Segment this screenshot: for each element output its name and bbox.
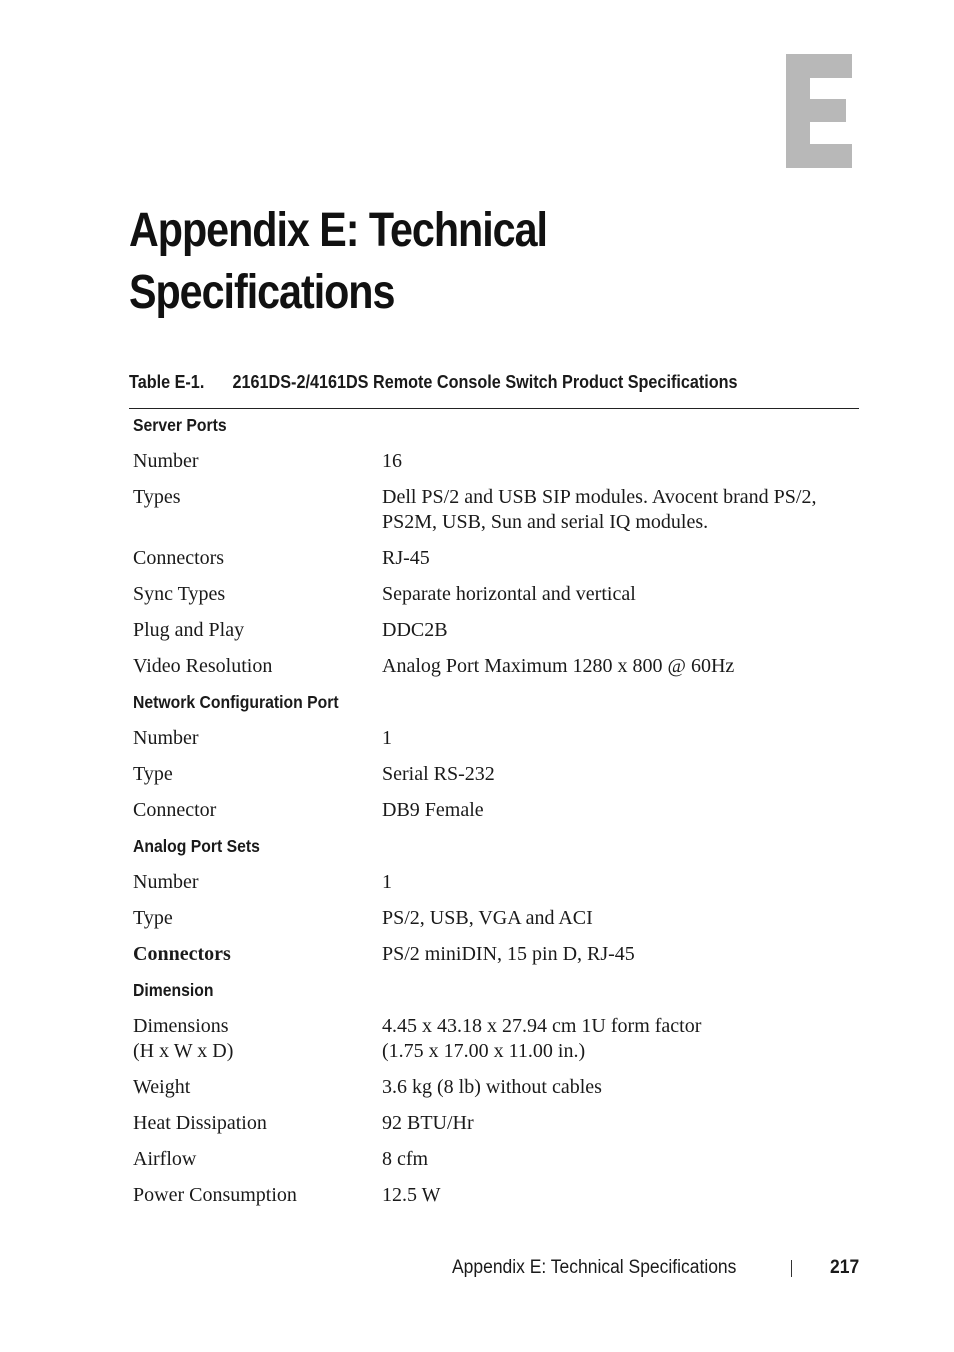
- table-section-row: [133, 410, 859, 438]
- page-number: 217: [830, 1257, 860, 1278]
- spec-value: 8 cfm: [382, 1148, 429, 1170]
- spec-label: Weight: [133, 1076, 191, 1098]
- table-section-row: [133, 967, 859, 1003]
- spec-value: PS/2 miniDIN, 15 pin D, RJ-45: [382, 943, 635, 965]
- table-top-rule: [129, 408, 859, 409]
- spec-value: Separate horizontal and vertical: [382, 583, 636, 605]
- spec-label: Plug and Play: [133, 619, 245, 641]
- spec-value: Serial RS-232: [382, 763, 495, 785]
- spec-label: Number: [133, 450, 199, 472]
- spec-value: DDC2B: [382, 619, 448, 641]
- section-heading: Dimension: [133, 980, 214, 1000]
- spec-label: Number: [133, 871, 199, 893]
- table-row: [133, 1100, 859, 1136]
- spec-label: Connector: [133, 799, 217, 821]
- spec-value: 1: [382, 727, 392, 749]
- spec-value: Dell PS/2 and USB SIP modules. Avocent brand PS/2, PS2M, USB, Sun and serial IQ modules.: [382, 486, 817, 533]
- table-row: [133, 931, 859, 967]
- page-title-line-1: Appendix E: Technical: [129, 204, 547, 257]
- table-row: [133, 715, 859, 751]
- spec-value: DB9 Female: [382, 799, 484, 821]
- chapter-letter-e: [786, 54, 854, 168]
- page-title: [129, 200, 731, 324]
- spec-label: Type: [133, 907, 173, 929]
- table-row: [133, 1064, 859, 1100]
- table-row: [133, 1172, 859, 1208]
- section-heading: Network Configuration Port: [133, 692, 339, 712]
- table-row: [133, 787, 859, 823]
- spec-label: Dimensions (H x W x D): [133, 1015, 234, 1062]
- spec-label: Airflow: [133, 1148, 197, 1170]
- footer-running-title: Appendix E: Technical Specifications: [452, 1257, 737, 1278]
- table-caption-title: 2161DS-2/4161DS Remote Console Switch Product Specifications: [232, 372, 738, 392]
- table-section-row: [133, 823, 859, 859]
- table-row: [133, 607, 859, 643]
- spec-label: Video Resolution: [133, 655, 273, 677]
- section-heading: Server Ports: [133, 415, 227, 435]
- table-row: [133, 438, 859, 474]
- table-row: [133, 535, 859, 571]
- footer-separator: [791, 1260, 792, 1277]
- table-row: [133, 895, 859, 931]
- spec-table: [133, 410, 859, 1208]
- spec-value: 1: [382, 871, 392, 893]
- spec-label: Heat Dissipation: [133, 1112, 267, 1134]
- table-row: [133, 1003, 859, 1064]
- table-section-row: [133, 679, 859, 715]
- table-caption-number: Table E-1.: [129, 372, 205, 392]
- spec-value: 3.6 kg (8 lb) without cables: [382, 1076, 602, 1098]
- page-title-line-2: Specifications: [129, 266, 395, 319]
- section-heading: Analog Port Sets: [133, 836, 260, 856]
- spec-label: Sync Types: [133, 583, 226, 605]
- table-row: [133, 571, 859, 607]
- spec-value: 16: [382, 450, 402, 472]
- table-row: [133, 643, 859, 679]
- spec-value: PS/2, USB, VGA and ACI: [382, 907, 593, 929]
- spec-value: 92 BTU/Hr: [382, 1112, 474, 1134]
- chapter-letter-shape: [786, 54, 852, 168]
- spec-label: Types: [133, 486, 181, 508]
- table-caption: [129, 370, 738, 394]
- table-row: [133, 474, 859, 535]
- spec-value: Analog Port Maximum 1280 x 800 @ 60Hz: [382, 655, 735, 677]
- spec-value: RJ-45: [382, 547, 430, 569]
- spec-value: 4.45 x 43.18 x 27.94 cm 1U form factor (1.75 x 17.00 x 11.00 in.): [382, 1015, 702, 1062]
- spec-label: Power Consumption: [133, 1184, 297, 1206]
- table-row: [133, 751, 859, 787]
- table-row: [133, 859, 859, 895]
- spec-value: 12.5 W: [382, 1184, 441, 1206]
- spec-label: Connectors: [133, 547, 225, 569]
- table-row: [133, 1136, 859, 1172]
- spec-label: Connectors: [133, 943, 231, 965]
- spec-label: Number: [133, 727, 199, 749]
- spec-label: Type: [133, 763, 173, 785]
